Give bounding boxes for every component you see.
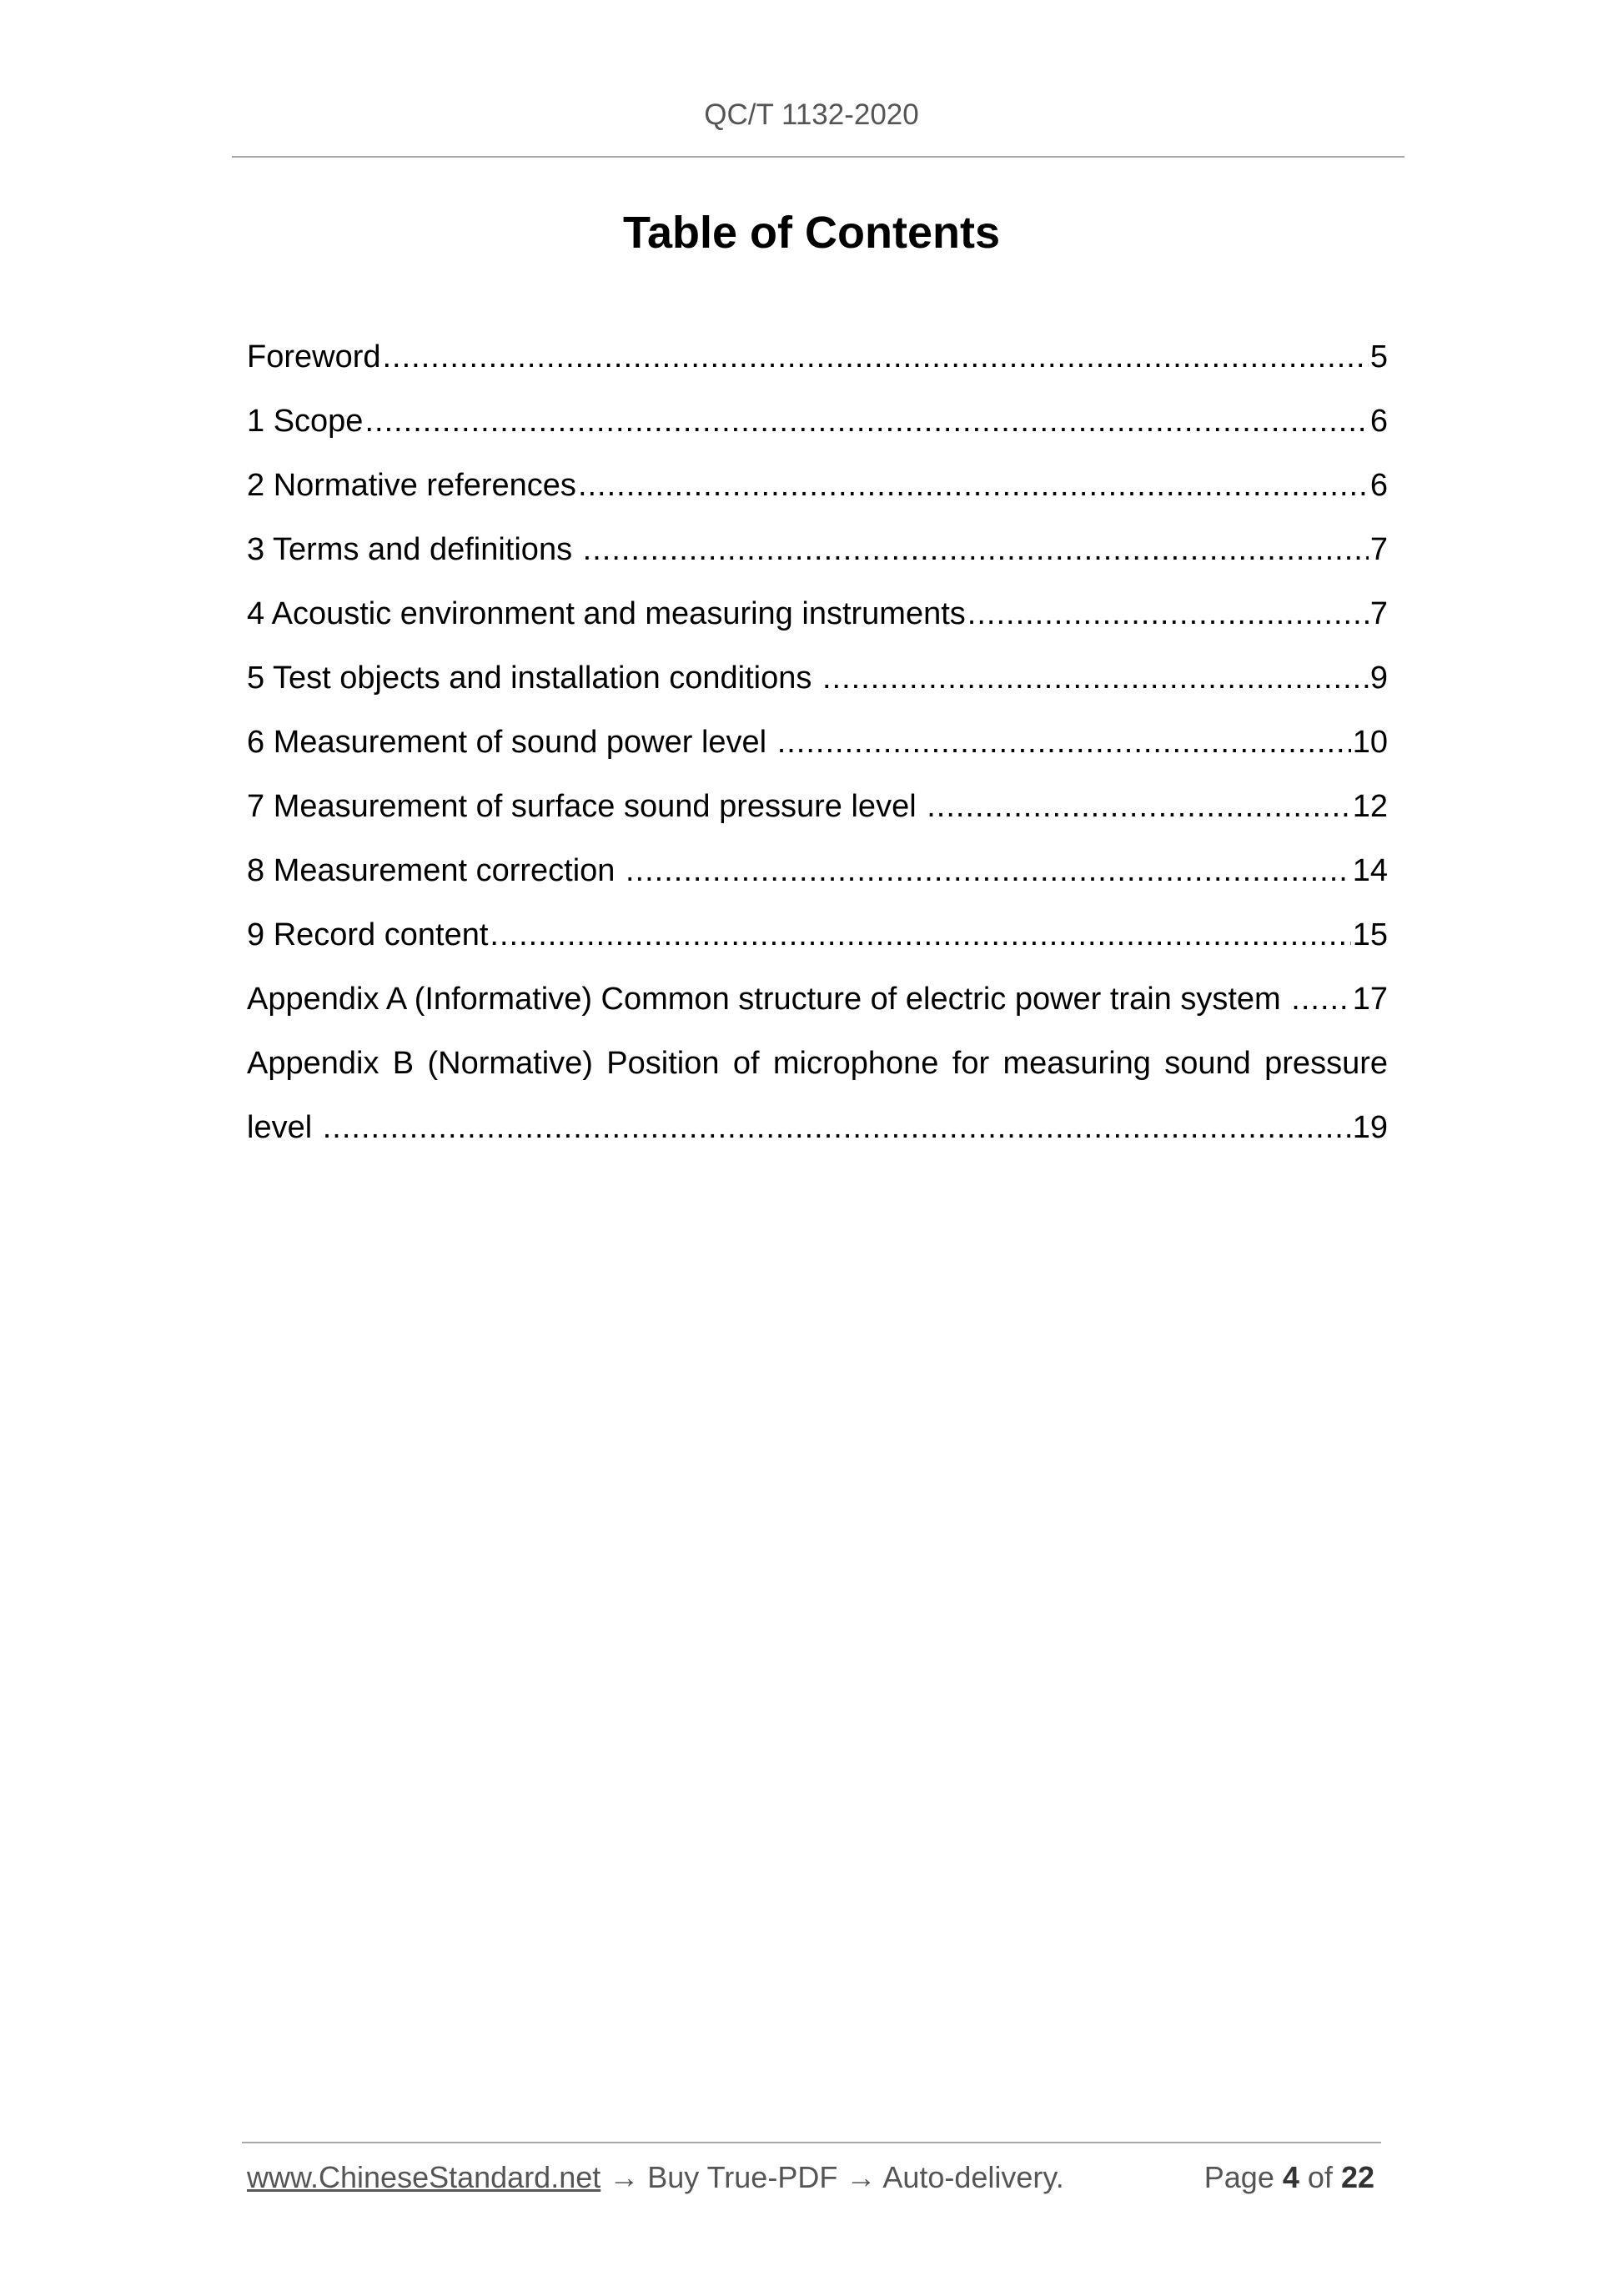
toc-entry-acoustic-environment[interactable] <box>247 582 1388 646</box>
toc-entry-appendix-b-line1[interactable] <box>247 1032 1388 1096</box>
toc-entry-label: 3 Terms and definitions <box>247 532 581 567</box>
table-of-contents <box>247 325 1388 1160</box>
toc-entry-page: 7 <box>1369 596 1388 631</box>
of-word: of <box>1307 2160 1333 2194</box>
dot-leader <box>822 646 1369 711</box>
toc-entry-label: Appendix B (Normative) Position of microphone for measuring sound pressure <box>247 1046 1388 1081</box>
toc-entry-normative-references[interactable] <box>247 454 1388 518</box>
toc-entry-record-content[interactable] <box>247 903 1388 967</box>
dot-leader <box>927 775 1351 839</box>
dot-leader <box>583 518 1369 582</box>
toc-entry-label: Appendix A (Informative) Common structure of electric power train system <box>247 982 1290 1017</box>
dot-leader <box>490 903 1350 967</box>
dot-leader <box>364 389 1368 454</box>
site-link[interactable]: www.ChineseStandard.net <box>247 2160 601 2194</box>
page-current: 4 <box>1282 2160 1299 2194</box>
toc-entry-page: 7 <box>1369 532 1388 567</box>
toc-entry-terms-and-definitions[interactable] <box>247 518 1388 582</box>
toc-entry-label: 1 Scope <box>247 404 364 439</box>
toc-entry-sound-power-level[interactable] <box>247 711 1388 775</box>
toc-entry-label: 2 Normative references <box>247 468 576 503</box>
toc-entry-label: 8 Measurement correction <box>247 853 624 888</box>
toc-entry-appendix-a[interactable] <box>247 967 1388 1032</box>
page-title: Table of Contents <box>623 208 1000 258</box>
toc-entry-scope[interactable] <box>247 389 1388 454</box>
toc-entry-page: 19 <box>1352 1110 1388 1145</box>
toc-entry-label: 4 Acoustic environment and measuring instruments <box>247 596 966 631</box>
dot-leader <box>626 839 1351 903</box>
dot-leader <box>1291 967 1350 1032</box>
toc-entry-label: Foreword <box>247 339 381 374</box>
toc-entry-page: 17 <box>1352 982 1388 1017</box>
toc-entry-page: 12 <box>1352 789 1388 824</box>
toc-entry-page: 15 <box>1352 917 1388 952</box>
page-word: Page <box>1203 2160 1274 2194</box>
document-code: QC/T 1132-2020 <box>704 98 919 131</box>
toc-entry-appendix-b-line2[interactable] <box>247 1096 1388 1160</box>
dot-leader <box>578 454 1369 518</box>
toc-entry-label: 5 Test objects and installation conditions <box>247 661 821 696</box>
toc-entry-label: 6 Measurement of sound power level <box>247 725 776 760</box>
dot-leader <box>323 1096 1351 1160</box>
toc-entry-page: 10 <box>1352 725 1388 760</box>
toc-entry-label: 9 Record content <box>247 917 489 952</box>
toc-entry-label: level <box>247 1110 321 1145</box>
footer-divider <box>242 2142 1381 2143</box>
toc-entry-page: 5 <box>1369 339 1388 374</box>
toc-entry-surface-sound-pressure[interactable] <box>247 775 1388 839</box>
promo-text: → Buy True-PDF → Auto-delivery. <box>600 2160 1064 2194</box>
header-divider <box>232 156 1404 158</box>
dot-leader <box>967 582 1369 646</box>
page-indicator <box>1204 2160 1374 2195</box>
toc-entry-foreword[interactable] <box>247 325 1388 389</box>
dot-leader <box>777 711 1351 775</box>
toc-entry-page: 6 <box>1369 468 1388 503</box>
page-total: 22 <box>1340 2160 1374 2194</box>
toc-entry-page: 14 <box>1352 853 1388 888</box>
toc-entry-test-objects[interactable] <box>247 646 1388 711</box>
dot-leader <box>383 325 1369 389</box>
toc-entry-page: 6 <box>1369 404 1388 439</box>
toc-entry-measurement-correction[interactable] <box>247 839 1388 903</box>
toc-entry-label: 7 Measurement of surface sound pressure level <box>247 789 926 824</box>
toc-entry-page: 9 <box>1369 661 1388 696</box>
page-footer <box>247 2160 1374 2195</box>
